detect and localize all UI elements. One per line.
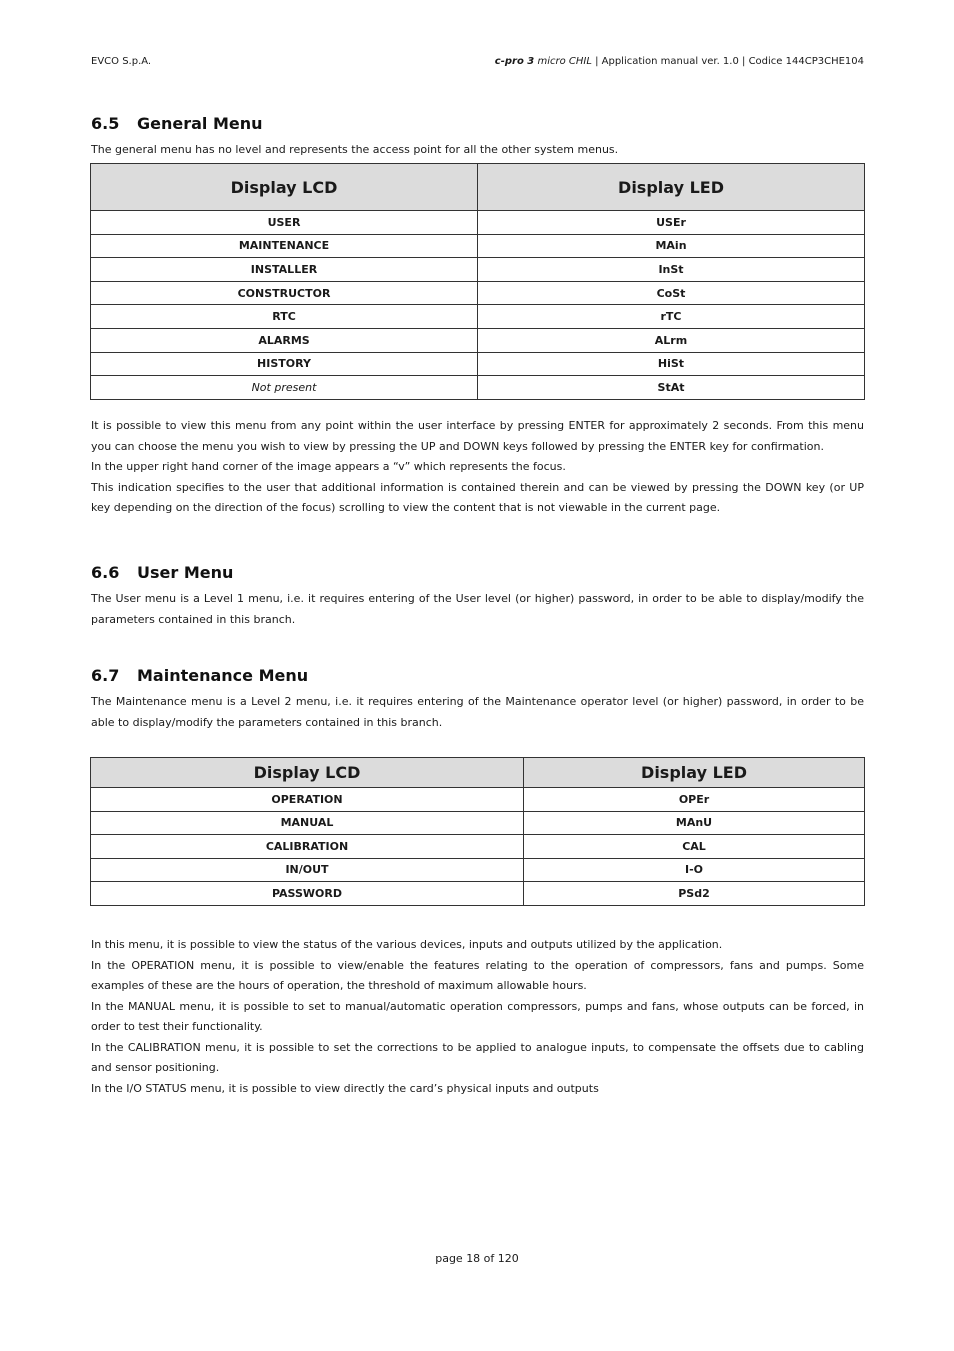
general-menu-intro: The general menu has no level and represents the access point for all the other system menus. xyxy=(91,143,619,156)
lcd-cell: HISTORY xyxy=(91,352,478,376)
lcd-cell: CONSTRUCTOR xyxy=(91,281,478,305)
column-header-led: Display LED xyxy=(478,164,865,211)
table-row xyxy=(91,234,865,258)
user-menu-description: The User menu is a Level 1 menu, i.e. it requires entering of the User level (or higher) password, in order to be able to display/modify the parameters contained in this branch. xyxy=(91,592,864,626)
section-heading-maintenance-menu xyxy=(91,666,308,685)
led-cell: CoSt xyxy=(478,281,865,305)
lcd-cell: RTC xyxy=(91,305,478,329)
table-row xyxy=(91,281,865,305)
header-manual-code: | Application manual ver. 1.0 | Codice 144CP3CHE104 xyxy=(591,56,864,67)
led-cell: HiSt xyxy=(478,352,865,376)
section-title: General Menu xyxy=(137,114,263,133)
lcd-cell: MAINTENANCE xyxy=(91,234,478,258)
table-row xyxy=(91,811,865,835)
table-row xyxy=(91,352,865,376)
paragraph: In the OPERATION menu, it is possible to view/enable the features relating to the operation of compressors, fans and pumps. Some examples of these are the hours of operation, the threshold of maximum allowable hours. xyxy=(91,958,864,992)
led-cell: CAL xyxy=(524,835,865,859)
led-cell: OPEr xyxy=(524,788,865,812)
table-row xyxy=(91,835,865,859)
lcd-cell: INSTALLER xyxy=(91,258,478,282)
maintenance-menu-description xyxy=(91,935,864,1099)
header-product-name: c-pro 3 xyxy=(494,56,535,67)
led-cell: PSd2 xyxy=(524,882,865,906)
table-row xyxy=(91,258,865,282)
lcd-cell: Not present xyxy=(91,376,478,400)
led-cell: MAin xyxy=(478,234,865,258)
paragraph: This indication specifies to the user that additional information is contained therein and can be viewed by pressing the DOWN key (or UP key depending on the direction of the focus) scrolling to view the content that is not viewable in the current page. xyxy=(91,480,864,514)
lcd-cell: PASSWORD xyxy=(91,882,524,906)
lcd-cell: USER xyxy=(91,211,478,235)
column-header-led: Display LED xyxy=(524,758,865,788)
section-number: 6.6 xyxy=(91,563,120,582)
paragraph: In the I/O STATUS menu, it is possible to view directly the card’s physical inputs and outputs xyxy=(91,1081,599,1095)
led-cell: MAnU xyxy=(524,811,865,835)
section-heading-general-menu xyxy=(91,114,263,133)
section-title: Maintenance Menu xyxy=(137,666,309,685)
led-cell: ALrm xyxy=(478,328,865,352)
lcd-cell: IN/OUT xyxy=(91,858,524,882)
paragraph: In the CALIBRATION menu, it is possible to set the corrections to be applied to analogue inputs, to compensate the offsets due to cabling and sensor positioning. xyxy=(91,1040,864,1074)
led-cell: StAt xyxy=(478,376,865,400)
lcd-cell: OPERATION xyxy=(91,788,524,812)
lcd-cell: CALIBRATION xyxy=(91,835,524,859)
led-cell: rTC xyxy=(478,305,865,329)
paragraph: In the MANUAL menu, it is possible to set to manual/automatic operation compressors, pumps and fans, whose outputs can be forced, in order to test their functionality. xyxy=(91,999,864,1033)
table-header-row xyxy=(91,164,865,211)
section-heading-user-menu xyxy=(91,563,233,582)
paragraph: In the upper right hand corner of the image appears a “v” which represents the focus. xyxy=(91,460,566,473)
table-header-row xyxy=(91,758,865,788)
table-row xyxy=(91,788,865,812)
section-number: 6.5 xyxy=(91,114,120,133)
header-product-variant: micro CHIL xyxy=(537,56,592,67)
page-number: page 18 of 120 xyxy=(435,1252,519,1265)
table-row xyxy=(91,305,865,329)
general-menu-table xyxy=(90,163,865,400)
header-document-info xyxy=(495,56,864,67)
table-row xyxy=(91,376,865,400)
header-company: EVCO S.p.A. xyxy=(91,56,152,67)
paragraph: It is possible to view this menu from any point within the user interface by pressing ENTER for approximately 2 seconds. From this menu you can choose the menu you wish to view by pressing the UP and DOWN keys followed by pressing the ENTER key for confirmation. xyxy=(91,419,864,453)
table-row xyxy=(91,328,865,352)
column-header-lcd: Display LCD xyxy=(91,758,524,788)
led-cell: I-O xyxy=(524,858,865,882)
led-cell: InSt xyxy=(478,258,865,282)
led-cell: USEr xyxy=(478,211,865,235)
table-row xyxy=(91,858,865,882)
maintenance-menu-table xyxy=(90,757,865,906)
general-menu-description xyxy=(91,416,864,519)
lcd-cell: MANUAL xyxy=(91,811,524,835)
maintenance-menu-intro: The Maintenance menu is a Level 2 menu, i.e. it requires entering of the Maintenance operator level (or higher) password, in order to be able to display/modify the parameters contained in this branch. xyxy=(91,695,864,729)
section-title: User Menu xyxy=(137,563,234,582)
paragraph: In this menu, it is possible to view the status of the various devices, inputs and outputs utilized by the application. xyxy=(91,938,723,951)
table-row xyxy=(91,882,865,906)
table-row xyxy=(91,211,865,235)
section-number: 6.7 xyxy=(91,666,120,685)
column-header-lcd: Display LCD xyxy=(91,164,478,211)
lcd-cell: ALARMS xyxy=(91,328,478,352)
